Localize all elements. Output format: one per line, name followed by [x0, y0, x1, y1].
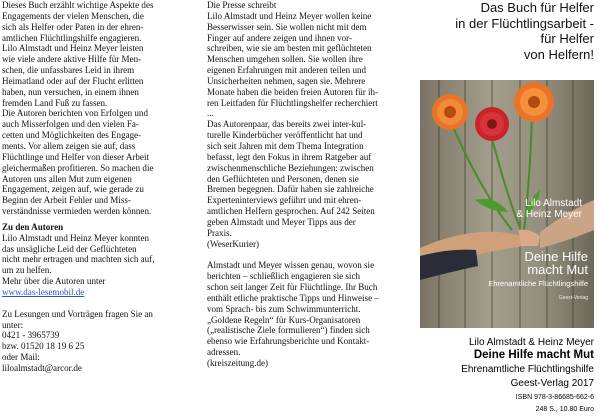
headline-line: in der Flüchtlingsarbeit - [455, 15, 594, 31]
headline-line: für Helfer [540, 31, 594, 46]
text-line: ren Leitfaden für Flüchtlingshelfer recherchiert [207, 97, 378, 108]
text-line: adressen. [207, 347, 241, 358]
text-line: eigenen Erfahrungen mit anderen teilen und [207, 65, 367, 76]
text-line: vom Sprach- bis zum Schwimmunterricht. [207, 303, 361, 314]
pages-price: 248 S., 10.80 Euro [535, 406, 594, 413]
text-line: bzw. 01520 18 19 6 25 [2, 341, 85, 352]
text-line: Experteninterviews geführt und mit ehren- [207, 195, 362, 206]
text-line: verständnisse vermieden werden können. [2, 206, 152, 217]
text-line: um zu helfen. [2, 265, 52, 276]
text-line: Bremen begegnen. Dafür haben sie zahlreiche [207, 184, 374, 195]
text-line: auch Misserfolgen und den vielen Fa- [2, 119, 139, 130]
text-line: Lilo Almstadt und Heinz Meyer leisten [2, 43, 144, 54]
text-line: nicht mehr ertragen und machten sich auf, [2, 254, 155, 265]
text-line: Heimatland oder auf der Flucht erlitten [2, 75, 144, 86]
text-line: sich als Helfer oder Paten in der ehren- [2, 21, 144, 32]
text-line: Unsicherheiten nehmen, sagen sie. Mehrere [207, 75, 366, 86]
book-subtitle: Ehrenamtliche Flüchtlingshilfe [461, 364, 594, 375]
text-line: Lilo Almstadt und Heinz Meyer konnten [2, 232, 149, 243]
cover-title [524, 250, 588, 276]
text-line: Die Autoren berichten von Erfolgen und [2, 108, 148, 119]
text-line: Zu Lesungen und Vorträgen fragen Sie an [2, 308, 153, 319]
text-line: (WeserKurier) [207, 238, 260, 249]
text-line: ments. Vor allem zeigen sie auf, dass [2, 140, 136, 151]
text-line: den Geflüchteten und Personen, denen sie [207, 173, 359, 184]
cover-publisher: Geest-Verlag [558, 295, 588, 301]
text-line: turelle Kinderbücher veröffentlicht hat und [207, 130, 363, 141]
headline-line: Das Buch für Helfer [480, 0, 594, 15]
text-line: enthält etliche praktische Tipps und Hinweise – [207, 292, 379, 303]
text-line: befasst, legt den Fokus in ihrem Ratgeber auf [207, 151, 372, 162]
text-line: cetten und Möglichkeiten des Engage- [2, 130, 142, 141]
text-line: Engagements der vielen Menschen, die [2, 10, 144, 21]
cover-title-line: Deine Hilfe [524, 249, 588, 264]
text-line: liloalmstadt@arcor.de [2, 363, 82, 373]
text-line: Almstadt und Meyer wissen genau, wovon sie [207, 260, 375, 271]
text-line: wie viele andere aktive Hilfe für Men- [2, 54, 142, 65]
text-line: amtlichen Helfern gesprochen. Auf 242 Seiten [207, 206, 375, 217]
text-line: Autoren uns allen Mut zum eigenen [2, 173, 132, 184]
text-line: Finger auf andere zeigen und ihnen vor- [207, 32, 353, 43]
website-link[interactable]: www.das-lesemobil.de [2, 286, 85, 297]
text-line: schreiben, wie sie am besten mit geflüchteten [207, 43, 372, 54]
isbn: ISBN 978-3-86685-662-6 [515, 394, 594, 401]
text-line: Monate haben die beiden freien Autoren für ih- [207, 86, 379, 97]
authors-heading: Zu den Autoren [2, 221, 64, 232]
text-line: sich seit Jahren mit dem Thema Integration [207, 140, 364, 151]
text-line: oder Mail: [2, 352, 40, 363]
text-line: haben, nun versuchen, in einem ihnen [2, 86, 139, 97]
text-line: „Goldene Regeln“ für Kurs-Organisatoren [207, 314, 361, 325]
cover-authors-line: & Heinz Meyer [516, 209, 582, 220]
text-line: Dieses Buch erzählt wichtige Aspekte des [2, 0, 154, 10]
press-review-weserkurier [207, 0, 392, 249]
text-line: schon seit langer Zeit für Flüchtlinge. Ihr Buch [207, 282, 378, 293]
text-line: berichten – schließlich engagieren sie sich [207, 271, 360, 282]
text-line: unter: [2, 319, 24, 330]
text-line: („realistische Ziele formulieren“) finden sich [207, 325, 370, 336]
authors-text [2, 233, 198, 287]
cover-authors [516, 198, 582, 220]
cover-subtitle: Ehrenamtliche Flüchtlingshilfe [488, 279, 588, 288]
column-left [0, 0, 200, 418]
text-line: (kreiszeitung.de) [207, 358, 269, 368]
text-line: Engagement, zeigen auf, wie gerade zu [2, 184, 144, 195]
text-line: Mehr über die Autoren unter [2, 276, 106, 287]
contact-info [2, 309, 198, 374]
text-line: ebenso wie Erfahrungsberichte und Kontakt- [207, 336, 370, 347]
publisher-year: Geest-Verlag 2017 [510, 378, 594, 389]
text-line: amtlichen Flüchtlingshilfe engagieren. [2, 32, 142, 43]
book-title: Deine Hilfe macht Mut [473, 349, 594, 361]
cover-title-line: macht Mut [527, 262, 588, 277]
text-line: das unsägliche Leid der Geflüchteten [2, 243, 137, 254]
text-line: gleichermaßen profitieren. So machen die [2, 162, 154, 173]
text-line: zwischenmenschliche Beziehungen: zwischen [207, 162, 374, 173]
column-middle [200, 0, 398, 418]
text-line: Besserwisser sein. Sie wollen nicht mit dem [207, 21, 367, 32]
text-line: Flüchtlinge und Helfer von dieser Arbeit [2, 151, 149, 162]
cover-authors-line: Lilo Almstadt [525, 198, 582, 209]
text-line: schen, die unfassbares Leid in ihrem [2, 65, 135, 76]
press-review-kreiszeitung [207, 260, 392, 368]
text-line: 0421 - 3965739 [2, 330, 60, 341]
book-description [2, 0, 198, 217]
text-line: ... [207, 108, 214, 119]
text-line: Praxis. [207, 227, 232, 238]
column-right [398, 0, 600, 418]
headline [410, 0, 594, 62]
text-line: Das Autorenpaar, das bereits zwei inter-kul- [207, 119, 367, 130]
text-line: Menschen umgehen sollen. Sie wollen ihre [207, 54, 363, 65]
text-line: Die Presse schreibt [207, 0, 277, 10]
text-line: fremden Land Fuß zu fassen. [2, 97, 108, 108]
text-line: Beginn der Arbeit Fehler und Miss- [2, 195, 131, 206]
book-cover-image [420, 80, 594, 328]
headline-line: von Helfern! [523, 46, 594, 62]
text-line: Lilo Almstadt und Heinz Meyer wollen keine [207, 10, 372, 21]
text-line: geben Almstadt und Meyer Tipps aus der [207, 216, 356, 227]
book-authors: Lilo Almstadt & Heinz Meyer [468, 337, 594, 348]
